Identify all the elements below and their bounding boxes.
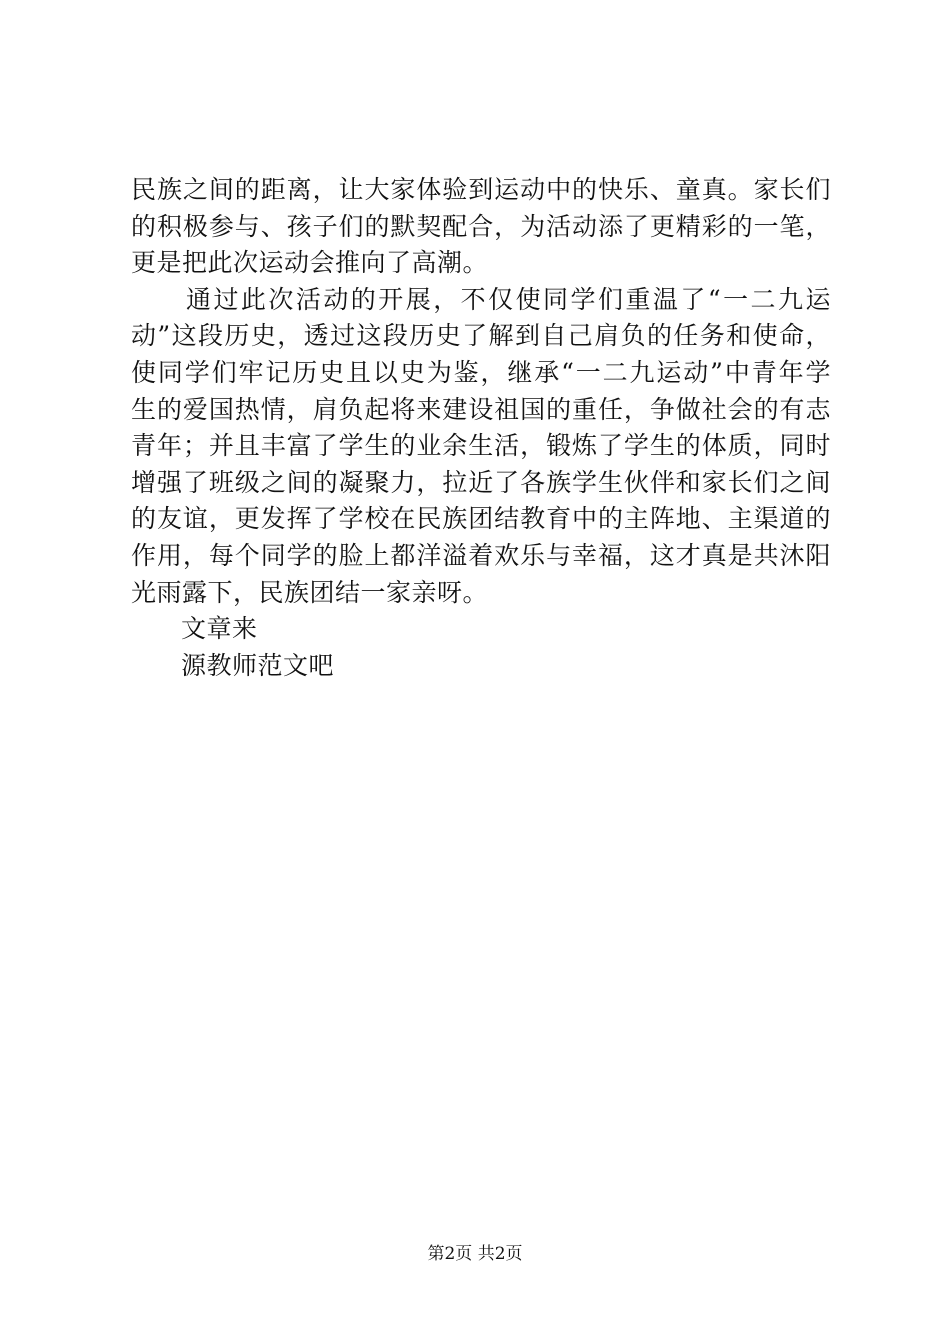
document-body: [131, 172, 831, 684]
source-note-line: 文章来: [181, 614, 258, 644]
paragraph-line: 更是把此次运动会推向了高潮。: [131, 248, 489, 278]
paragraph-line: 的积极参与、孩子们的默契配合，为活动添了更精彩的一笔，: [131, 211, 831, 241]
paragraph-line: 民族之间的距离，让大家体验到运动中的快乐、童真。家长们: [131, 175, 831, 204]
paragraph-line: 青年；并且丰富了学生的业余生活，锻炼了学生的体质，同时: [131, 431, 831, 461]
page-number-footer: 第2页 共2页: [427, 1244, 523, 1264]
source-note-line: 源教师范文吧: [181, 650, 335, 680]
paragraph-line: 使同学们牢记历史且以史为鉴，继承“一二九运动”中青年学: [131, 357, 831, 387]
paragraph-line: 动”这段历史，透过这段历史了解到自己肩负的任务和使命，: [131, 321, 831, 351]
paragraph-line: 生的爱国热情，肩负起将来建设祖国的重任，争做社会的有志: [131, 394, 831, 424]
paragraph-line: 作用，每个同学的脸上都洋溢着欢乐与幸福，这才真是共沐阳: [131, 540, 831, 570]
paragraph-line: 的友谊，更发挥了学校在民族团结教育中的主阵地、主渠道的: [131, 504, 831, 534]
paragraph-line: 增强了班级之间的凝聚力，拉近了各族学生伙伴和家长们之间: [131, 467, 831, 497]
paragraph-line: 光雨露下，民族团结一家亲呀。: [131, 577, 489, 607]
paragraph-line: 通过此次活动的开展，不仅使同学们重温了“一二九运: [186, 284, 831, 314]
